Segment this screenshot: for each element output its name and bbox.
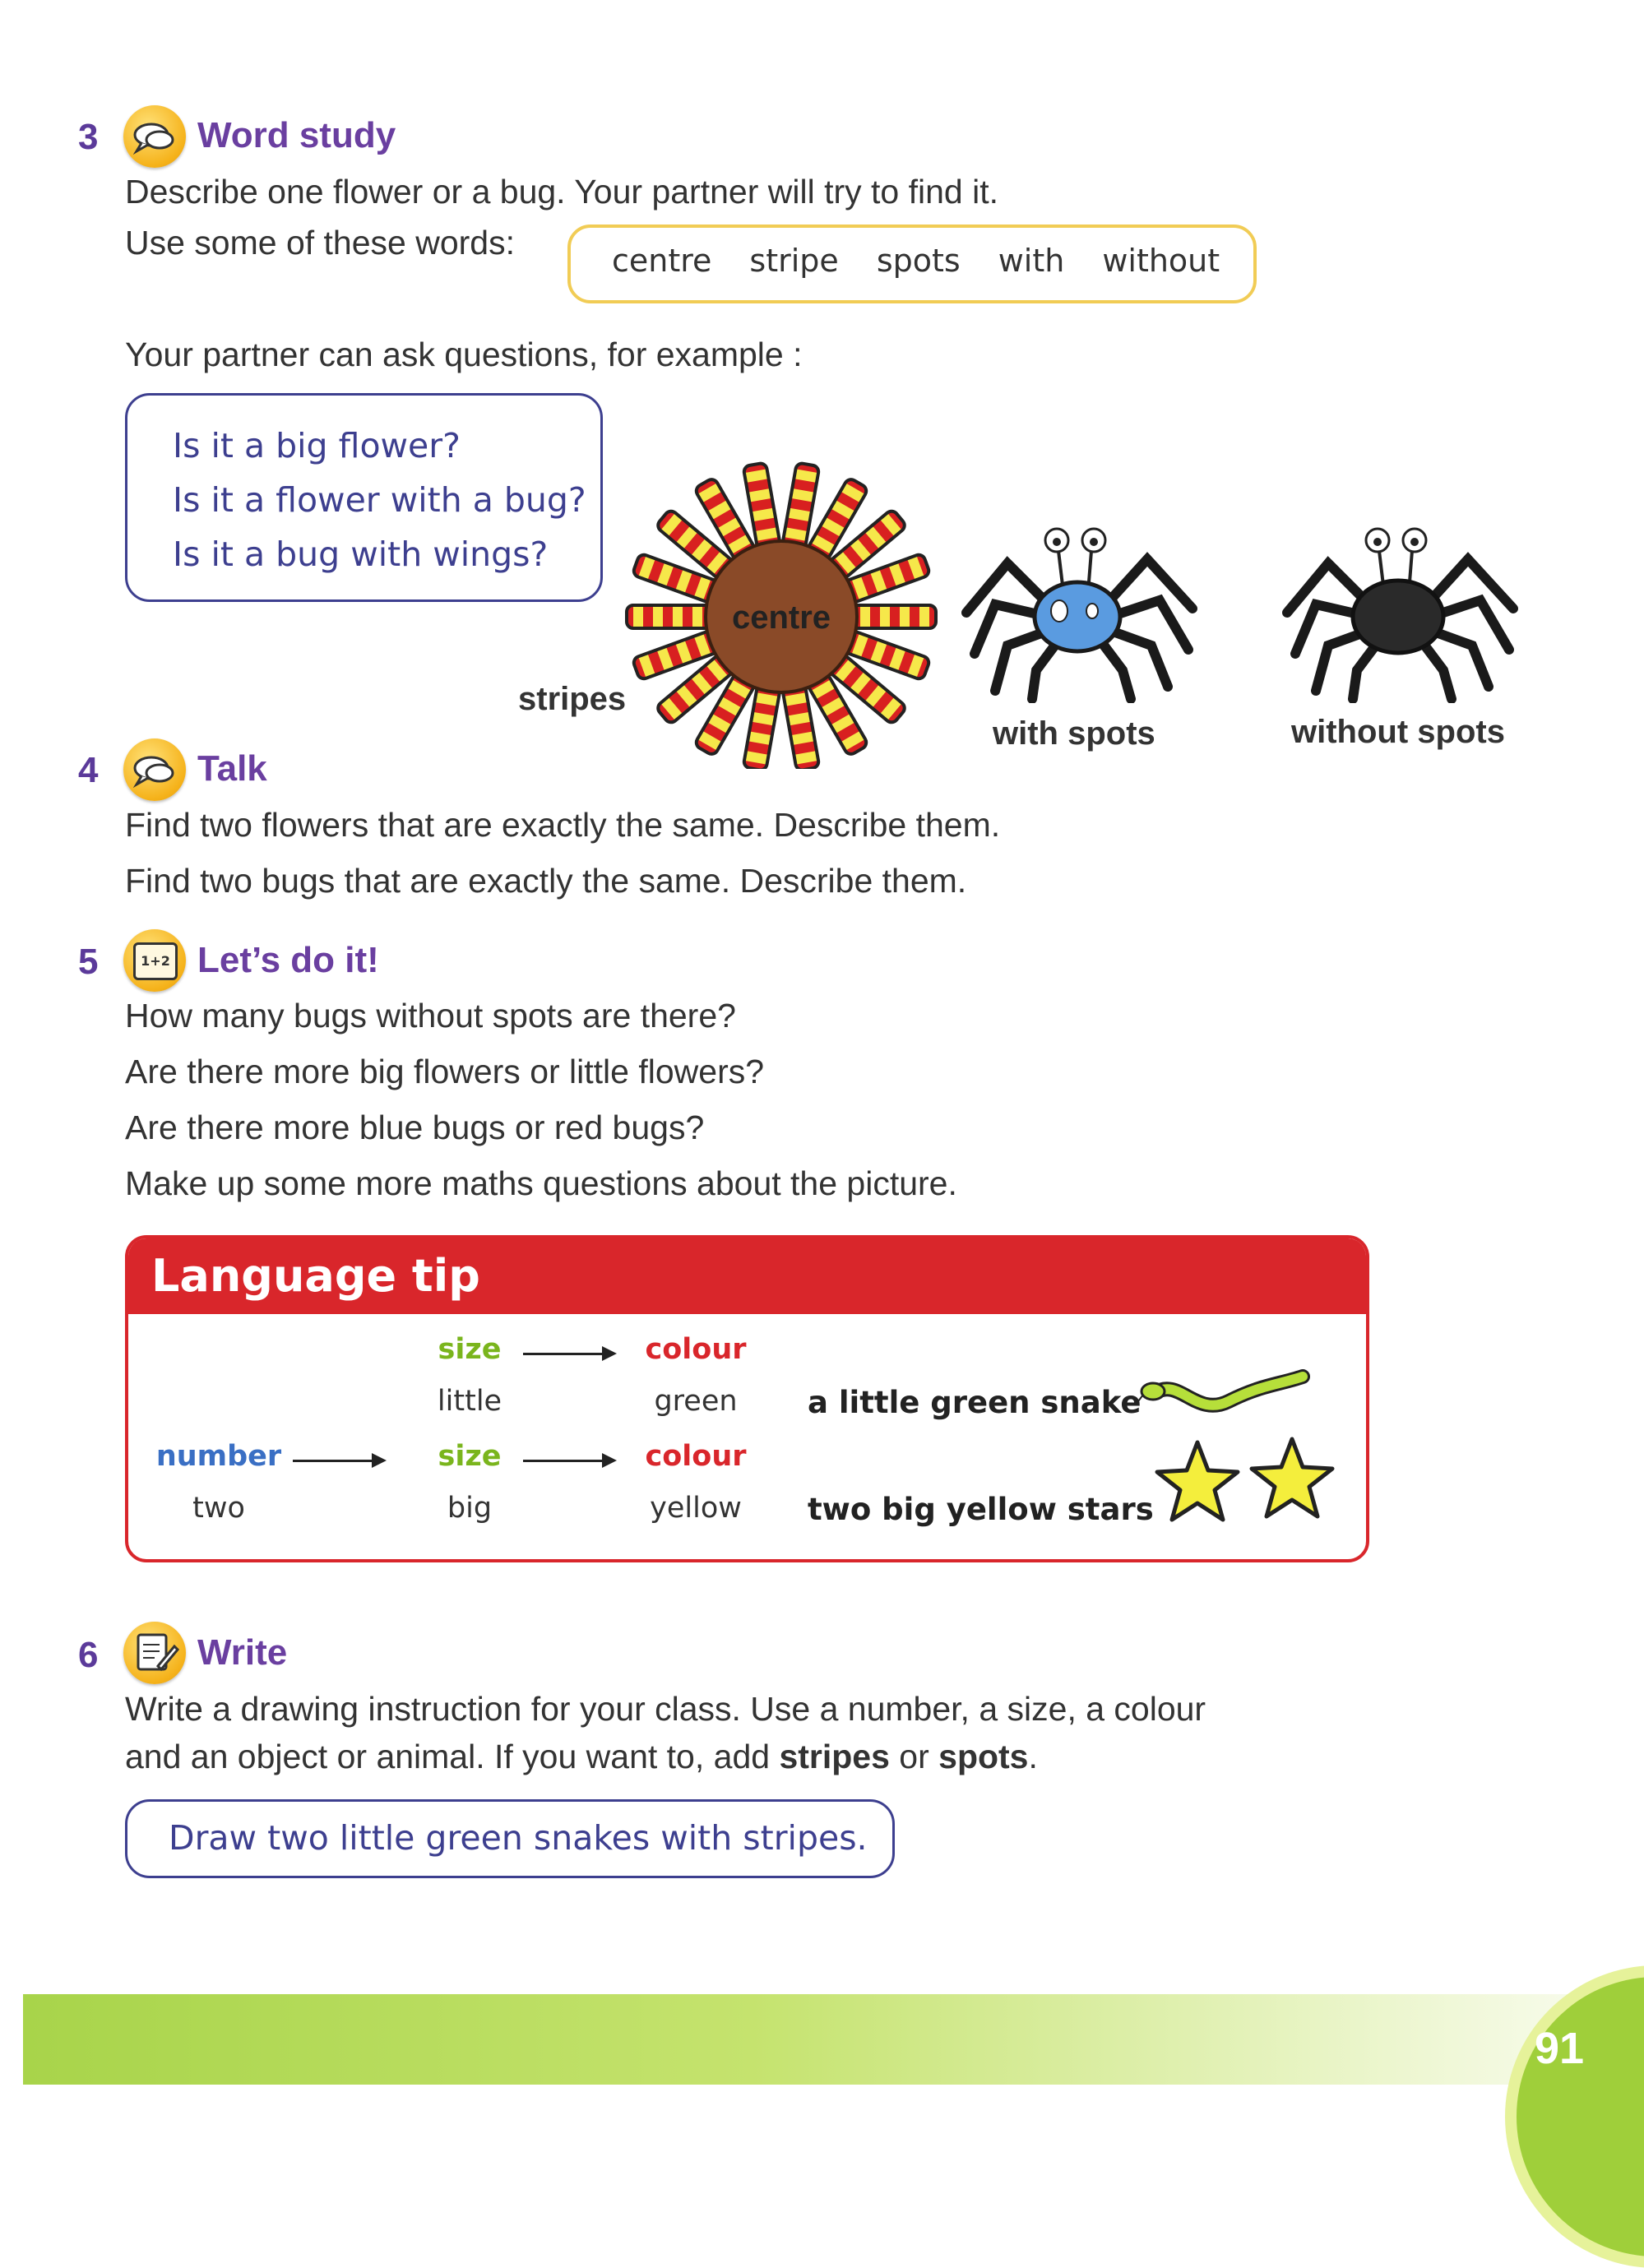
black-spider (1279, 514, 1526, 703)
tip-phrase-stars: two big yellow stars (808, 1492, 1154, 1527)
tip-value-little: little (437, 1385, 502, 1418)
maths-question-2: Are there more big flowers or little flowers? (125, 1053, 765, 1090)
lets-do-it-heading: Let’s do it! (197, 940, 379, 980)
ask-questions-text: Your partner can ask questions, for example : (125, 336, 803, 373)
write-line-2-mid: or (889, 1738, 939, 1775)
stripes-label: stripes (518, 681, 627, 717)
talk-line-1: Find two flowers that are exactly the same. Describe them. (125, 806, 1001, 844)
tip-key-colour: colour (645, 1333, 747, 1366)
section-3-number: 3 (78, 117, 99, 157)
word-stripe: stripe (749, 243, 839, 279)
tip-value-green: green (654, 1385, 738, 1418)
without-spots-label: without spots (1291, 714, 1505, 750)
question-3: Is it a bug with wings? (173, 535, 549, 574)
arrow-icon (293, 1460, 383, 1462)
word-study-instruction: Describe one flower or a bug. Your partner will try to find it. (125, 173, 998, 211)
section-6-number: 6 (78, 1635, 99, 1675)
write-instruction-line-2 (125, 1738, 1038, 1776)
with-spots-label: with spots (993, 715, 1155, 752)
green-snake-icon (1138, 1368, 1311, 1426)
language-tip-header (128, 1238, 1366, 1314)
tip-key-number: number (155, 1440, 282, 1473)
tip-key-size: size (438, 1333, 502, 1366)
word-bank-box (567, 224, 1257, 303)
speech-bubbles-icon (123, 738, 186, 801)
yellow-stars-icon (1152, 1436, 1341, 1534)
tip-phrase-snake: a little green snake (808, 1385, 1142, 1420)
tip-key-size-2: size (438, 1440, 502, 1473)
write-example-text: Draw two little green snakes with stripes. (169, 1818, 868, 1858)
write-line-2-suffix: . (1028, 1738, 1038, 1775)
calculator-icon (123, 929, 186, 992)
section-5-number: 5 (78, 942, 99, 982)
talk-line-2: Find two bugs that are exactly the same. Describe them. (125, 862, 967, 900)
word-without: without (1102, 243, 1220, 279)
write-bold-stripes: stripes (779, 1738, 890, 1775)
language-tip-title: Language tip (151, 1250, 480, 1302)
word-bank-list (571, 228, 1253, 279)
tip-value-yellow: yellow (650, 1492, 742, 1525)
centre-label: centre (731, 599, 831, 636)
talk-heading: Talk (197, 748, 267, 789)
page-number: 91 (1535, 2024, 1585, 2073)
arrow-icon (523, 1353, 614, 1355)
question-2: Is it a flower with a bug? (173, 480, 586, 520)
maths-question-4: Make up some more maths questions about the picture. (125, 1164, 957, 1202)
write-line-2-prefix: and an object or animal. If you want to, add (125, 1738, 780, 1775)
word-study-heading: Word study (197, 115, 396, 155)
blue-spotted-spider (958, 514, 1205, 703)
word-centre: centre (612, 243, 712, 279)
maths-question-1: How many bugs without spots are there? (125, 997, 736, 1034)
maths-question-3: Are there more blue bugs or red bugs? (125, 1109, 705, 1146)
striped-flower-illustration (609, 456, 954, 769)
write-heading: Write (197, 1632, 288, 1673)
calculator-icon-text: 1+2 (133, 942, 178, 980)
use-words-label: Use some of these words: (125, 224, 515, 262)
pencil-notepad-icon (123, 1622, 186, 1684)
tip-key-colour-2: colour (645, 1440, 747, 1473)
word-spots: spots (876, 243, 961, 279)
write-bold-spots: spots (938, 1738, 1029, 1775)
speech-bubbles-icon (123, 105, 186, 168)
write-example-box (125, 1799, 895, 1878)
example-questions-box (125, 393, 603, 602)
write-instruction-line-1: Write a drawing instruction for your class. Use a number, a size, a colour (125, 1690, 1206, 1728)
tip-value-two: two (192, 1492, 245, 1525)
footer-band (23, 1994, 1643, 2085)
question-1: Is it a big flower? (173, 426, 461, 465)
section-4-number: 4 (78, 750, 99, 790)
tip-value-big: big (447, 1492, 493, 1525)
word-with: with (998, 243, 1065, 279)
arrow-icon (523, 1460, 614, 1462)
language-tip-box (125, 1235, 1369, 1562)
